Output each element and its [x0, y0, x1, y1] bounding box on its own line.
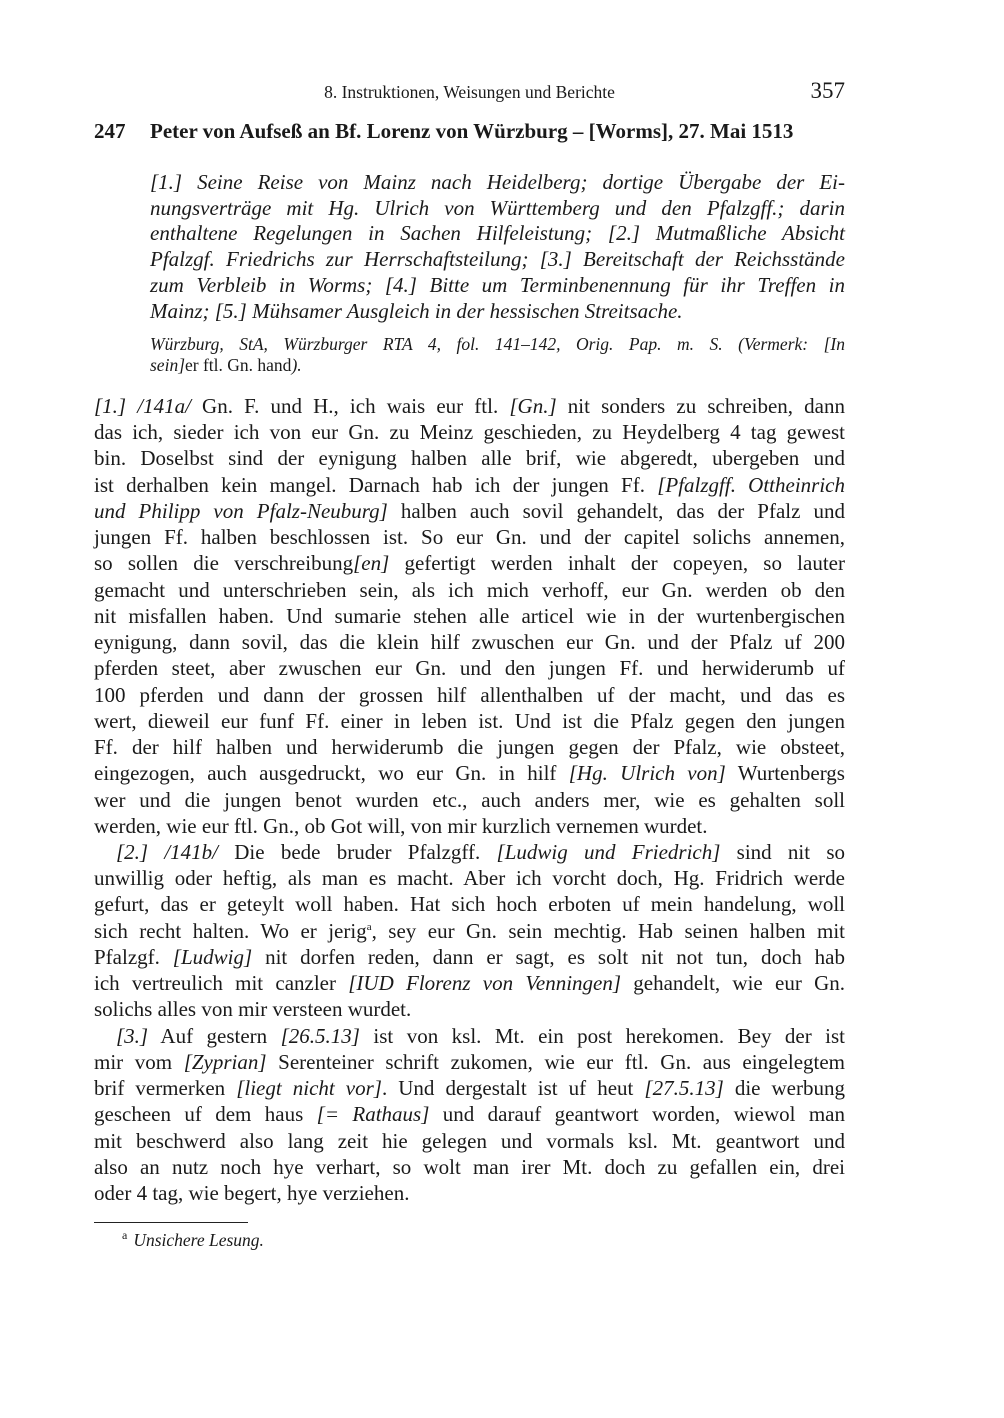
text-segment: eingezogen, auch ausgedruckt, wo eur Gn. in hilf: [94, 761, 569, 786]
text-segment: . Und dergestalt ist uf heut: [381, 1076, 645, 1101]
text-line: [94, 1101, 845, 1127]
editorial-annotation: [Gn.]: [509, 394, 557, 418]
document-heading: [94, 119, 845, 144]
text-line: [150, 196, 845, 222]
editorial-annotation: [Hg. Ulrich von]: [568, 761, 726, 786]
text-segment: nit dorfen reden, dann er sagt, es solt nit not tun, doch hab: [252, 944, 845, 969]
text-line: [94, 603, 845, 629]
text-line: [94, 629, 845, 655]
text-segment: sich recht halten. Wo er jerig: [94, 918, 367, 943]
text-segment: eynigung, dann sovil, das die klein hilf zwuschen eur Gn. und der Pfalz uf 200: [94, 630, 845, 655]
text-segment: gefertigt werden inhalt der copeyen, so lauter: [389, 551, 845, 576]
text-segment: unwillig oder heftig, als man es macht. Aber ich vorcht doch, Hg. Fridrich werde: [94, 866, 845, 891]
text-segment: die werbung: [723, 1076, 845, 1101]
footnote-reference: a: [366, 920, 372, 933]
text-segment: gemacht und unterschrieben sein, als ich mich verhoff, eur Gn. werden ob den: [94, 577, 845, 602]
text-line: [94, 865, 845, 891]
text-line: [94, 1128, 845, 1154]
text-segment: werden, wie eur ftl. Gn., ob Got will, von mir kurzlich vernemen wurdet.: [94, 813, 708, 838]
text-segment: mir vom: [94, 1049, 184, 1074]
editorial-annotation: [= Rathaus]: [316, 1102, 430, 1127]
text-line: [94, 734, 845, 760]
editorial-annotation: [Pfalzgff. Ottheinrich: [657, 472, 845, 497]
editorial-annotation: [Ludwig]: [172, 944, 253, 969]
text-segment: ).: [291, 355, 302, 375]
text-segment: gefurt, das er geteylt woll haben. Hat sich hoch erboten uf mein handelung, woll: [94, 892, 845, 917]
text-segment: Mainz; [5.] Mühsamer Ausgleich in der hessischen Streitsache.: [150, 298, 683, 323]
text-segment: sein]: [150, 355, 185, 375]
text-segment: zum Verbleib in Worms; [4.] Bitte um Terminbenennung für ihr Treffen in: [150, 272, 845, 297]
text-line: [94, 550, 845, 576]
text-segment: ist derhalben kein mangel. Darnach hab ich der jungen Ff.: [94, 472, 658, 497]
text-line: [94, 970, 845, 996]
text-line: [94, 577, 845, 603]
text-segment: Pfalzgf.: [94, 944, 173, 969]
text-segment: Würzburg, StA, Würzburger RTA 4, fol. 141–142, Orig. Pap. m. S. (Vermerk: [In: [150, 334, 845, 354]
running-head: [94, 80, 845, 106]
editorial-annotation: [Zyprian]: [183, 1049, 267, 1074]
text-segment: solichs alles von mir versteen wurdet.: [94, 997, 412, 1022]
body-text: [94, 393, 845, 1206]
text-segment: gehandelt, wie eur Gn.: [621, 971, 845, 996]
text-segment: mit beschwerd also lang zeit hie gelegen und vormals ksl. Mt. geantwort und: [94, 1128, 845, 1153]
text-line: [150, 355, 845, 376]
text-line: [94, 445, 845, 471]
text-segment: nungsverträge mit Hg. Ulrich von Württemberg und den Pfalzgff.; darin: [150, 195, 845, 220]
text-segment: oder 4 tag, wie begert, hye verziehen.: [94, 1181, 410, 1206]
text-segment: [1.] Seine Reise von Mainz nach Heidelberg; dortige Übergabe der Ei-: [150, 170, 845, 194]
text-line: [94, 891, 845, 917]
editorial-annotation: [liegt nicht vor]: [236, 1076, 382, 1101]
text-line: [94, 1075, 845, 1101]
editorial-annotation: [en]: [353, 551, 390, 576]
page-number: 357: [810, 78, 845, 103]
footnote-mark: a: [122, 1228, 128, 1242]
text-segment: Gn. F. und H., ich wais eur ftl.: [190, 394, 510, 418]
editorial-annotation: [Ludwig und Friedrich]: [496, 839, 721, 864]
text-line: [94, 472, 845, 498]
text-line: [150, 221, 845, 247]
text-line: [94, 996, 845, 1022]
text-segment: und darauf geantwort worden, wiewol man: [429, 1102, 845, 1127]
text-line: [150, 273, 845, 299]
editorial-annotation: [IUD Florenz von Venningen]: [348, 971, 622, 996]
editorial-annotation: und Philipp von Pfalz-Neuburg]: [94, 498, 388, 523]
text-segment: er ftl. Gn. hand: [185, 355, 292, 375]
text-segment: Auf gestern: [148, 1023, 281, 1048]
text-line: [94, 1023, 845, 1049]
text-line: [94, 944, 845, 970]
text-segment: brif vermerken: [94, 1076, 237, 1101]
text-line: [94, 708, 845, 734]
editorial-annotation: [2.] /141b/: [116, 839, 219, 864]
text-segment: Wurtenbergs: [725, 761, 845, 786]
text-segment: halben auch sovil gehandelt, das der Pfalz und: [387, 498, 845, 523]
text-segment: bin. Doselbst sind der eynigung halben alle brif, wie abgeredt, ubergeben und: [94, 446, 845, 471]
text-segment: ich vertreulich mit canzler: [94, 971, 349, 996]
text-segment: also an nutz noch hye verhart, so wolt man irer Mt. doch zu gefallen ein, drei: [94, 1154, 845, 1179]
text-segment: Pfalzgf. Friedrichs zur Herrschaftsteilung; [3.] Bereitschaft der Reichsstände: [150, 247, 845, 272]
text-line: [94, 787, 845, 813]
source-note: [150, 334, 845, 376]
text-line: [150, 334, 845, 355]
text-segment: 100 pferden und dann der grossen hilf allenthalben uf der macht, und das es: [94, 682, 845, 707]
text-segment: wert, dieweil eur funf Ff. einer in leben ist. Und ist die Pfalz gegen den jungen: [94, 708, 845, 733]
text-segment: das ich, sieder ich von eur Gn. zu Meinz geschieden, zu Heydelberg 4 tag gewest: [94, 420, 845, 445]
section-title: 8. Instruktionen, Weisungen und Berichte: [324, 82, 615, 102]
text-segment: sind nit so: [720, 839, 846, 864]
text-line: [94, 918, 845, 944]
text-segment: wer und die jungen benot wurden etc., auch anders mer, wie es gehalten soll: [94, 787, 845, 812]
text-segment: ist von ksl. Mt. ein post herekomen. Bey der ist: [359, 1023, 845, 1048]
editorial-annotation: [3.]: [116, 1023, 149, 1048]
text-segment: enthaltene Regelungen in Sachen Hilfeleistung; [2.] Mutmaßliche Absicht: [150, 221, 845, 246]
text-line: [150, 299, 845, 325]
text-line: [94, 1049, 845, 1075]
text-segment: nit sonders zu schreiben, dann: [556, 394, 845, 418]
document-number: 247: [94, 119, 126, 143]
text-line: [94, 498, 845, 524]
editorial-annotation: [26.5.13]: [280, 1023, 360, 1048]
editorial-annotation: [1.] /141a/: [94, 394, 191, 418]
regest-summary: [150, 170, 845, 324]
text-line: [94, 682, 845, 708]
text-line: [150, 170, 845, 196]
text-segment: pferden steet, aber zwuschen eur Gn. und den jungen Ff. und herwiderumb uf: [94, 656, 845, 681]
editorial-annotation: [27.5.13]: [644, 1076, 724, 1101]
footnote-text: Unsichere Lesung.: [133, 1229, 264, 1250]
document-title: Peter von Aufseß an Bf. Lorenz von Würzburg – [Worms], 27. Mai 1513: [150, 119, 794, 143]
text-line: [94, 1154, 845, 1180]
text-segment: so sollen die verschreibung: [94, 551, 354, 576]
text-segment: , sey eur Gn. sein mechtig. Hab seinen halben mit: [371, 918, 846, 943]
text-segment: Die bede bruder Pfalzgff.: [218, 839, 497, 864]
text-line: [94, 1180, 845, 1206]
text-segment: Ff. der hilf halben und herwiderumb die jungen gegen der Pfalz, wie obsteet,: [94, 735, 845, 760]
text-line: [94, 393, 845, 419]
text-line: [94, 839, 845, 865]
text-segment: jungen Ff. halben beschlossen ist. So eur Gn. und der capitel solichs annemen,: [94, 525, 845, 550]
text-line: [94, 524, 845, 550]
text-line: [94, 760, 845, 786]
text-line: [94, 813, 845, 839]
text-line: [94, 655, 845, 681]
text-segment: nit misfallen haben. Und sumarie stehen alle articel wie in der wurtenbergischen: [94, 603, 845, 628]
text-line: [94, 419, 845, 445]
text-segment: Serenteiner schrift zukomen, wie eur ftl. Gn. aus eingelegtem: [266, 1049, 846, 1074]
text-segment: gescheen uf dem haus: [94, 1102, 317, 1127]
text-line: [150, 247, 845, 273]
footnote-divider: [94, 1222, 248, 1223]
footnote: [122, 1228, 264, 1251]
